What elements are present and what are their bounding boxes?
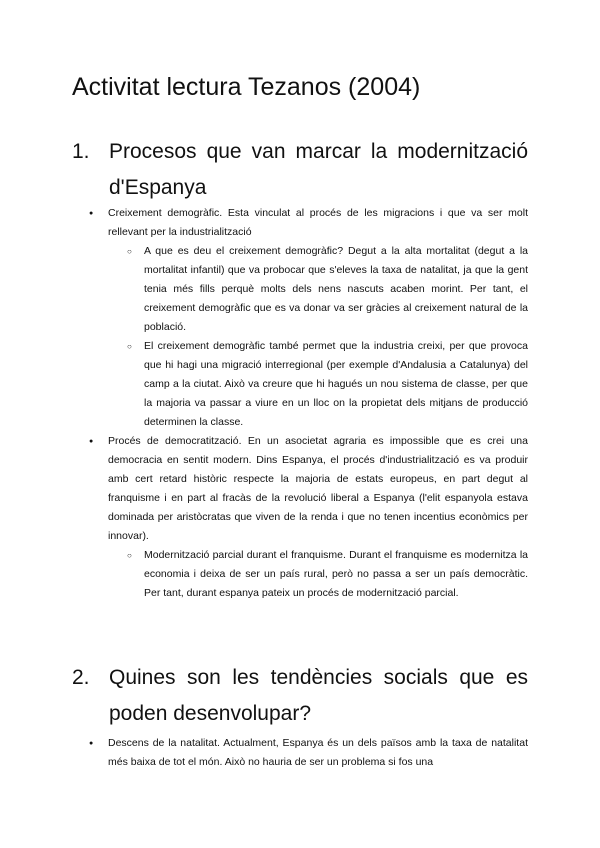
- sub-bullet-text: ○ Modernització parcial durant el franquisme. Durant el franquisme es modernitza la economia i deixa de ser un país rural, però no passa a ser un país democràtic. Per tant, durant espanya pateix un procés de modernització parcial.: [144, 549, 528, 599]
- bullet-list-2: [72, 734, 528, 772]
- sub-list: [108, 546, 528, 603]
- section-number-1: 1.: [72, 140, 90, 163]
- bullet-text: ● Descens de la natalitat. Actualment, Espanya és un dels països amb la taxa de natalitat més baixa de tot el món. Això no hauria de ser un problema si fos una: [108, 737, 528, 768]
- sub-bullet-text: ○ El creixement demogràfic també permet que la industria creixi, per que provoca que hi hagi una migració interregional (per exemple d'Andalusia a Catalunya) del camp a la ciutat. Això va creure que hi hagués un nou sistema de classe, per que la majoria va passar a viure en un lloc on la propietat dels mitjans de producció determinen la classe.: [144, 340, 528, 428]
- sub-bullet-text: ○ A que es deu el creixement demogràfic? Degut a la alta mortalitat (degut a la mortalitat infantil) que va probocar que s'eleves la taxa de natalitat, ja que la gent tenia més fills perquè molts dels nens nascuts acaben morint. Per tant, el creixement demogràfic que es va donar va ser gràcies al creixement natural de la població.: [144, 245, 528, 333]
- sub-list: [108, 242, 528, 432]
- bullet-text: ● Creixement demogràfic. Esta vinculat al procés de les migracions i que va ser molt rellevant per la industrialització: [108, 207, 528, 238]
- list-item: [72, 204, 528, 432]
- section-number-2: 2.: [72, 666, 90, 689]
- bullet-list-1: [72, 204, 528, 603]
- section-heading-2: [72, 660, 528, 732]
- sub-list-item: [108, 242, 528, 337]
- list-item: [72, 432, 528, 603]
- section-title-1: Procesos que van marcar la modernització d'Espanya: [109, 140, 528, 199]
- section-title-2: Quines son les tendències socials que es poden desenvolupar?: [109, 666, 528, 725]
- sub-list-item: [108, 546, 528, 603]
- list-item: [72, 734, 528, 772]
- sub-list-item: [108, 337, 528, 432]
- section-heading-1: [72, 134, 528, 206]
- document-title: Activitat lectura Tezanos (2004): [72, 73, 421, 101]
- bullet-text: ● Procés de democratització. En un asocietat agraria es impossible que es crei una democracia en sentit modern. Dins Espanya, el procés d'industrialització es va produir amb cert retard històric respecte la majoria de estats europeus, en part degut al franquisme i en part al fracàs de la revolució liberal a Espanya (l'elit espanyola estava dominada per aristòcratas que viven de la renda i que no tenen incentius econòmics per innovar).: [108, 435, 528, 542]
